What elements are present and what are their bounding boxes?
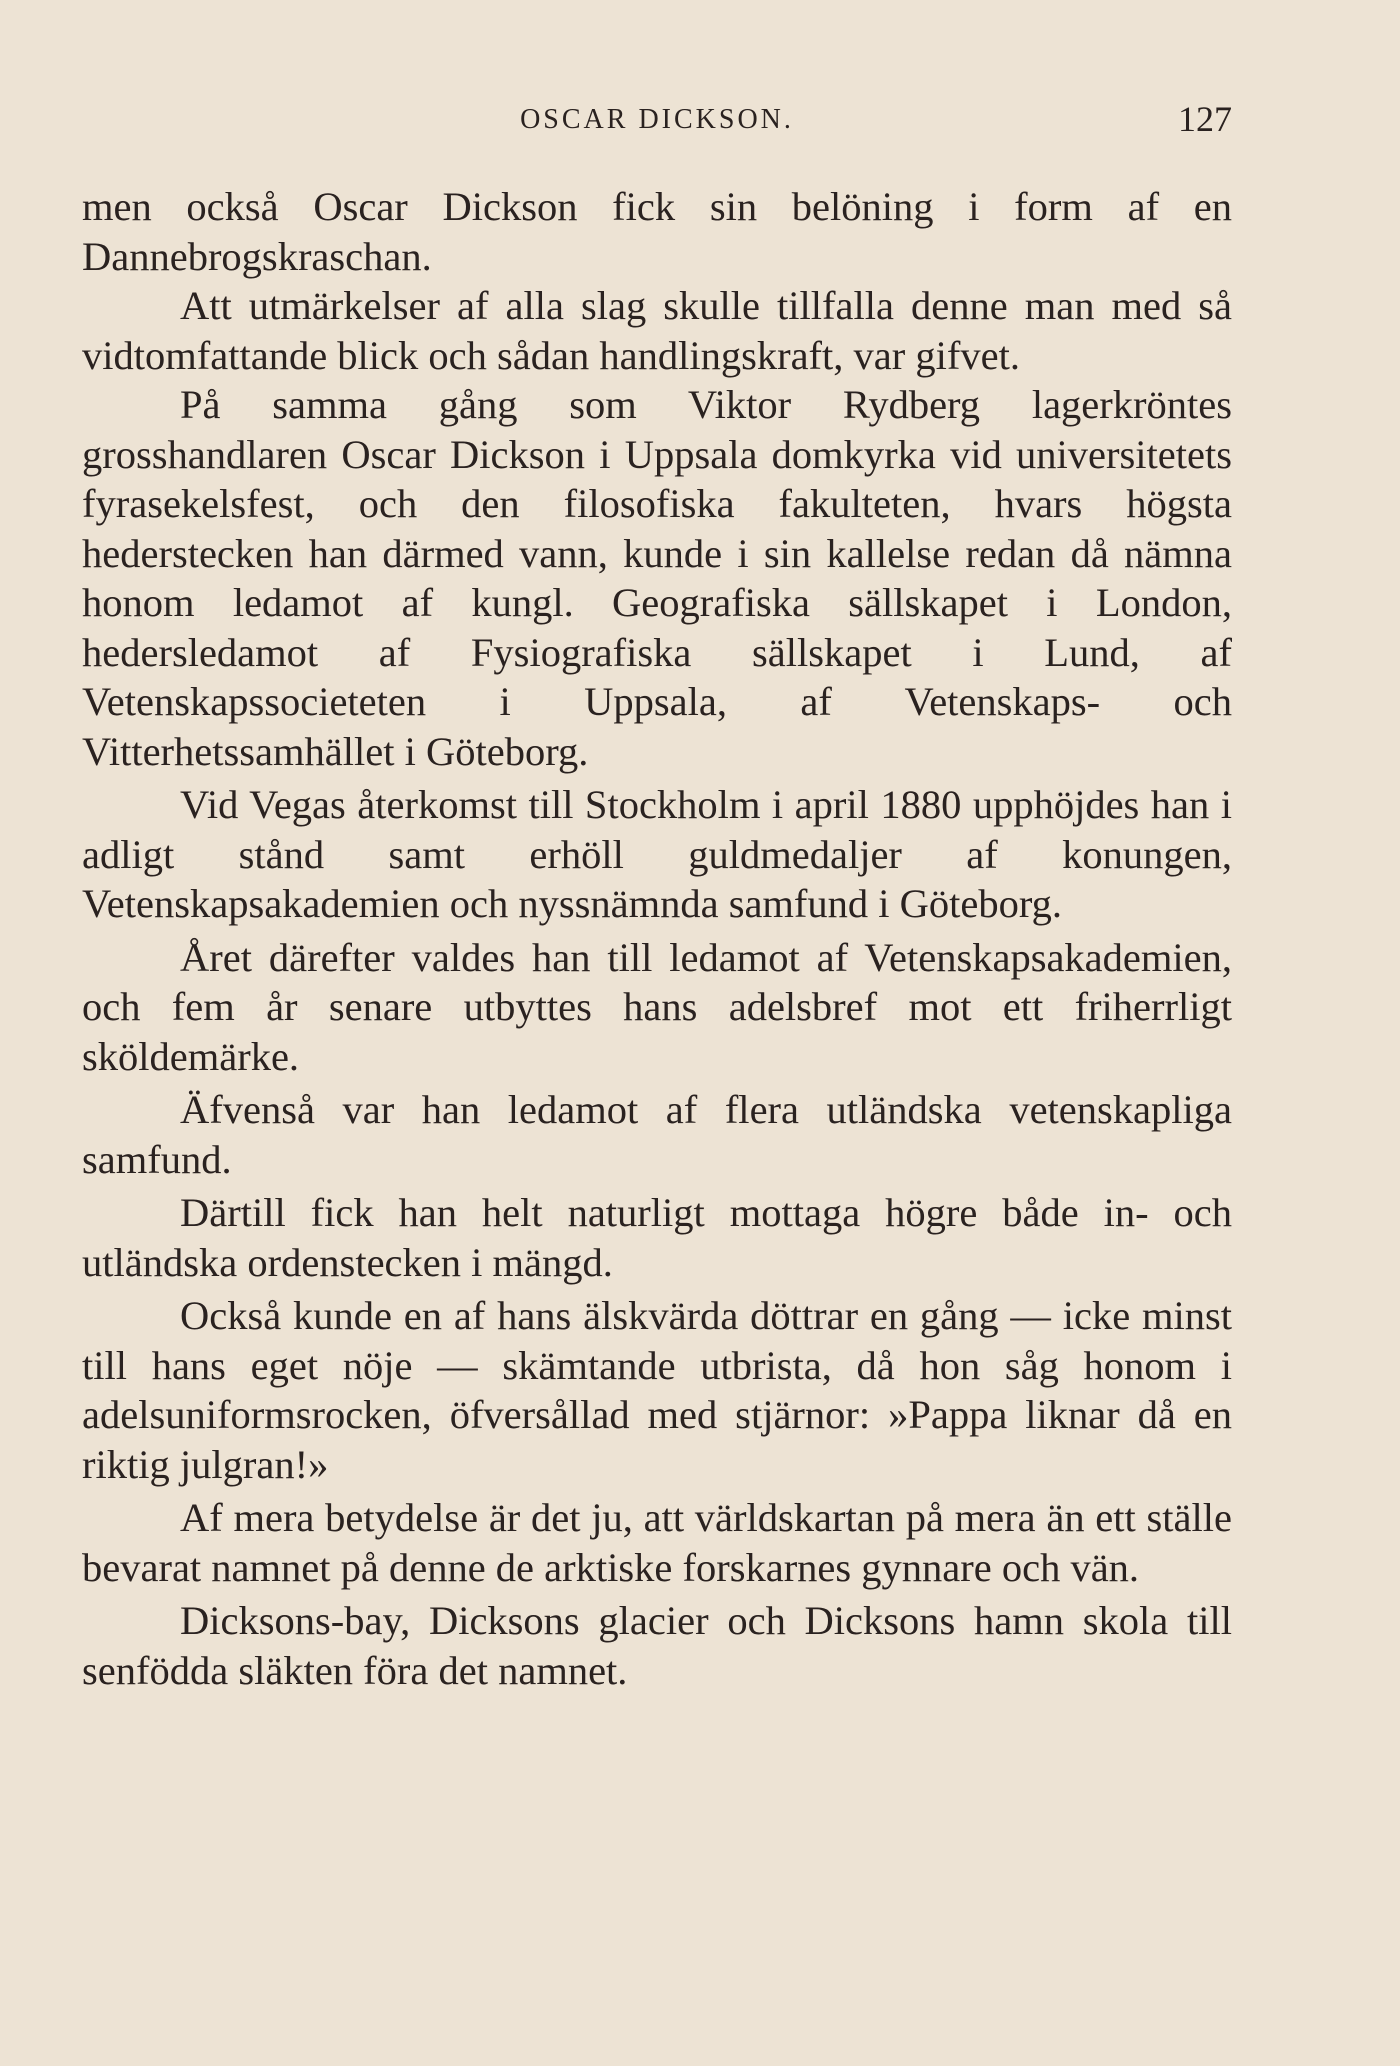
page-number: 127 bbox=[1178, 99, 1232, 139]
paragraph-5: Året därefter valdes han till ledamot af Vetenskapsakademien, och fem år senare utbyttes hans adelsbref mot ett friherrligt sköldemärke. bbox=[82, 934, 1232, 1079]
paragraph-10: Dicksons-bay, Dicksons glacier och Dicksons hamn skola till senfödda släkten föra det namnet. bbox=[82, 1598, 1232, 1693]
paragraph-8: Också kunde en af hans älskvärda döttrar en gång — icke minst till hans eget nöje — skämtande utbrista, då hon såg honom i adelsuniformsrocken, öfversållad med stjärnor: »Pappa liknar då en riktig julgran!» bbox=[82, 1293, 1232, 1487]
paragraph-9: Af mera betydelse är det ju, att världskartan på mera än ett ställe bevarat namnet på denne de arktiske forskarnes gynnare och vän. bbox=[82, 1495, 1232, 1590]
paragraph-1: men också Oscar Dickson fick sin belöning i form af en Dannebrogskraschan. bbox=[82, 184, 1232, 279]
running-head bbox=[82, 98, 1232, 142]
paragraph-2: Att utmärkelser af alla slag skulle tillfalla denne man med så vidtomfattande blick och sådan handlingskraft, var gifvet. bbox=[82, 283, 1232, 378]
body-text bbox=[82, 182, 1232, 1695]
running-title: OSCAR DICKSON. bbox=[520, 104, 794, 135]
paragraph-4: Vid Vegas återkomst till Stockholm i april 1880 upphöjdes han i adligt stånd samt erhöll guldmedaljer af konungen, Vetenskapsakademien och nyssnämnda samfund i Göteborg. bbox=[82, 782, 1232, 926]
paragraph-7: Därtill fick han helt naturligt mottaga högre både in- och utländska ordenstecken i mängd. bbox=[82, 1190, 1232, 1285]
paragraph-6: Äfvenså var han ledamot af flera utländska vetenskapliga samfund. bbox=[82, 1087, 1232, 1182]
paragraph-3: På samma gång som Viktor Rydberg lagerkröntes grosshandlaren Oscar Dickson i Uppsala domkyrka vid universitetets fyrasekelsfest, och den filosofiska fakulteten, hvars högsta hederstecken han därmed vann, kunde i sin kallelse redan då nämna honom ledamot af kungl. Geografiska sällskapet i London, hedersledamot af Fysiografiska sällskapet i Lund, af Vetenskapssocieteten i Uppsala, af Vetenskaps- och Vitterhetssamhället i Göteborg. bbox=[82, 382, 1232, 774]
